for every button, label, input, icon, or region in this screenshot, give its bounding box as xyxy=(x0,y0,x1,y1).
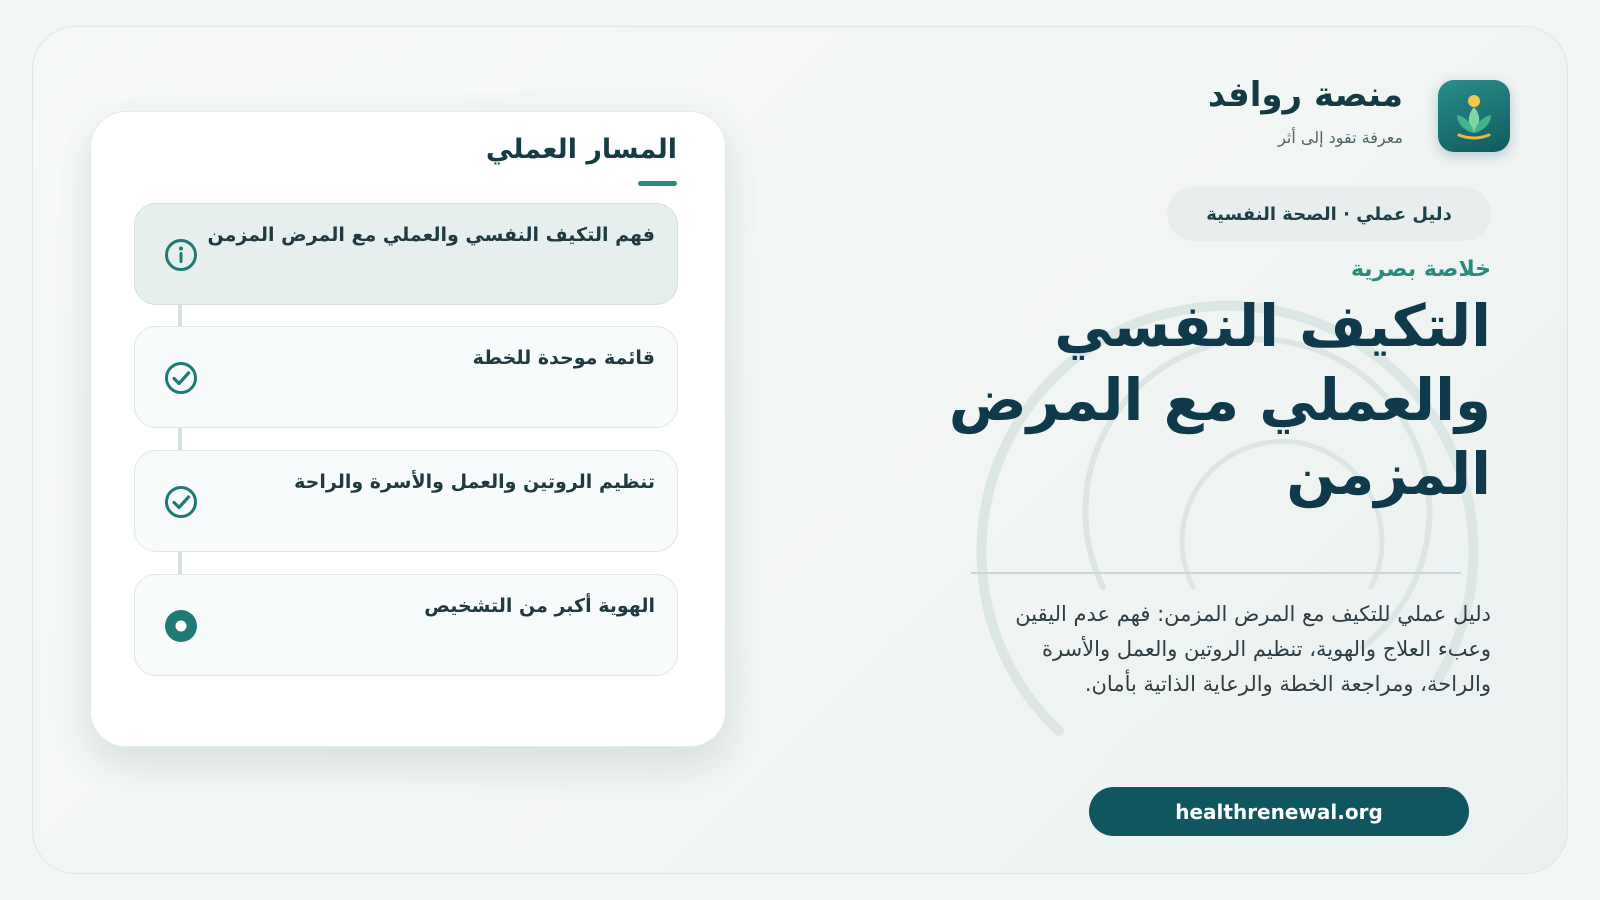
check-circle-icon xyxy=(163,484,199,520)
title-underline xyxy=(638,181,677,186)
card-title: المسار العملي xyxy=(485,134,677,165)
lotus-sun-icon xyxy=(1447,89,1501,143)
step-connector xyxy=(178,552,182,574)
info-icon xyxy=(163,237,199,273)
step-item-4[interactable] xyxy=(134,574,678,676)
hero-subtitle: خلاصة بصرية xyxy=(1350,257,1491,282)
step-item-1[interactable] xyxy=(134,203,678,305)
step-label: تنظيم الروتين والعمل والأسرة والراحة xyxy=(294,471,655,493)
step-connector xyxy=(178,428,182,450)
step-label: فهم التكيف النفسي والعملي مع المرض المزمن xyxy=(207,224,655,246)
website-link-button[interactable]: healthrenewal.org xyxy=(1089,787,1469,836)
category-tag: دليل عملي · الصحة النفسية xyxy=(1167,187,1491,241)
brand-logo xyxy=(1438,80,1510,152)
step-item-2[interactable] xyxy=(134,326,678,428)
step-item-3[interactable] xyxy=(134,450,678,552)
hero-description: دليل عملي للتكيف مع المرض المزمن: فهم عدم اليقين وعبء العلاج والهوية، تنظيم الروتين والعمل والأسرة والراحة، ومراجعة الخطة والرعاية الذاتية بأمان. xyxy=(1015,602,1491,696)
dot-circle-icon xyxy=(163,608,199,644)
page-title: التكيف النفسي والعملي مع المرض المزمن xyxy=(948,292,1491,508)
step-connector xyxy=(178,304,182,326)
brand-tagline: معرفة تقود إلى أثر xyxy=(1278,128,1403,147)
step-label: قائمة موحدة للخطة xyxy=(472,347,655,369)
brand-name: منصة روافد xyxy=(1207,75,1403,115)
check-circle-icon xyxy=(163,360,199,396)
step-label: الهوية أكبر من التشخيص xyxy=(424,595,655,617)
divider xyxy=(971,572,1461,574)
path-card xyxy=(90,111,726,747)
page-frame xyxy=(32,26,1568,874)
